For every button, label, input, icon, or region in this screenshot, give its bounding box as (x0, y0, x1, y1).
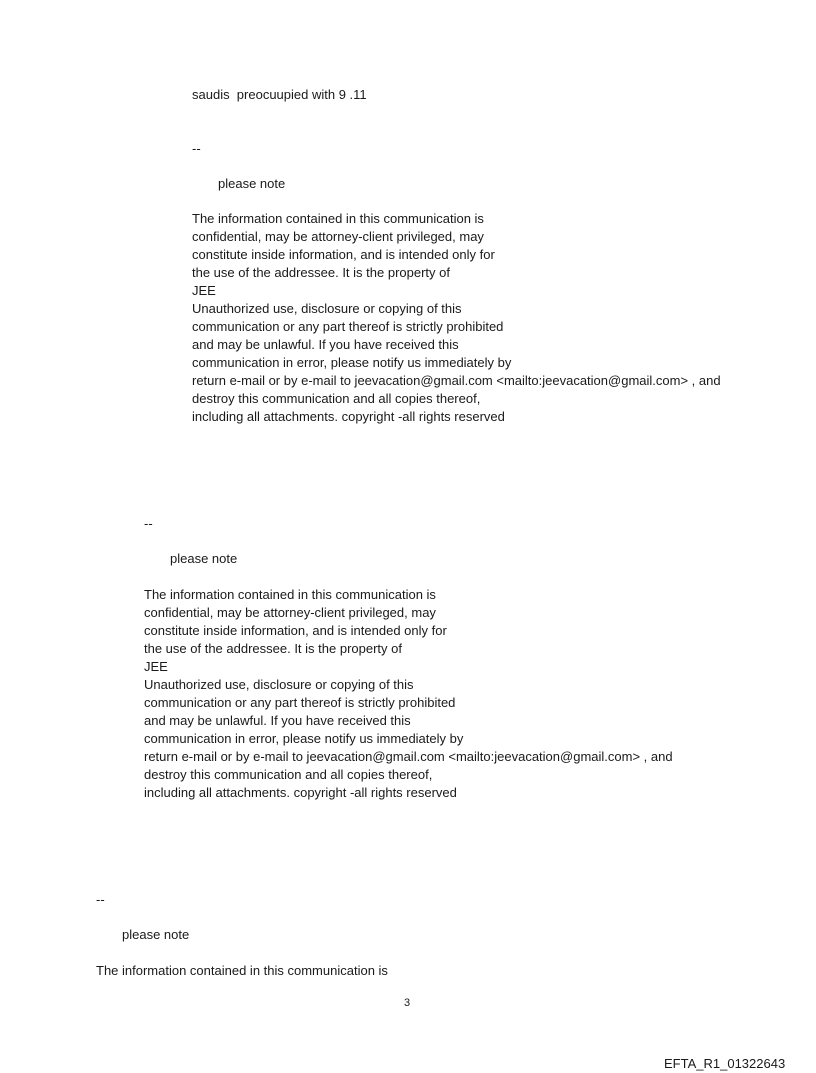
disclaimer-1-line: the use of the addressee. It is the property of (192, 265, 450, 280)
document-id-footer: EFTA_R1_01322643 (664, 1056, 786, 1071)
disclaimer-1-line: confidential, may be attorney-client privileged, may (192, 229, 484, 244)
disclaimer-2-line: communication or any part thereof is strictly prohibited (144, 695, 456, 710)
disclaimer-1-line: constitute inside information, and is intended only for (192, 247, 495, 262)
separator-3: -- (96, 892, 105, 907)
disclaimer-2-line: communication in error, please notify us immediately by (144, 731, 464, 746)
please-note-3: please note (122, 927, 190, 942)
disclaimer-1-line: The information contained in this communication is (192, 211, 484, 226)
disclaimer-1-line: communication in error, please notify us immediately by (192, 355, 512, 370)
disclaimer-1-line: destroy this communication and all copies thereof, (192, 391, 481, 406)
please-note-1: please note (218, 176, 286, 191)
disclaimer-2-line: return e-mail or by e-mail to jeevacation@gmail.com <mailto:jeevacation@gmail.com> , and (144, 749, 673, 764)
message-first-line: saudis preocuupied with 9 .11 (192, 87, 367, 102)
disclaimer-2-line: the use of the addressee. It is the property of (144, 641, 402, 656)
disclaimer-2-line: and may be unlawful. If you have received this (144, 713, 411, 728)
disclaimer-1-line: communication or any part thereof is strictly prohibited (192, 319, 504, 334)
disclaimer-1-line: and may be unlawful. If you have received this (192, 337, 459, 352)
disclaimer-2-line: Unauthorized use, disclosure or copying of this (144, 677, 414, 692)
disclaimer-1-line: JEE (192, 283, 216, 298)
separator-2: -- (144, 516, 153, 531)
disclaimer-2-line: JEE (144, 659, 168, 674)
disclaimer-2-line: including all attachments. copyright -all rights reserved (144, 785, 457, 800)
disclaimer-3-line: The information contained in this communication is (96, 963, 388, 978)
separator-1: -- (192, 141, 201, 156)
disclaimer-3 (96, 962, 388, 980)
disclaimer-1 (192, 210, 721, 426)
please-note-2: please note (170, 551, 238, 566)
disclaimer-2-line: confidential, may be attorney-client privileged, may (144, 605, 436, 620)
disclaimer-1-line: return e-mail or by e-mail to jeevacation@gmail.com <mailto:jeevacation@gmail.com> , and (192, 373, 721, 388)
disclaimer-1-line: Unauthorized use, disclosure or copying of this (192, 301, 462, 316)
disclaimer-2-line: The information contained in this communication is (144, 587, 436, 602)
disclaimer-2-line: destroy this communication and all copies thereof, (144, 767, 433, 782)
page-number: 3 (404, 997, 411, 1009)
disclaimer-1-line: including all attachments. copyright -all rights reserved (192, 409, 505, 424)
disclaimer-2-line: constitute inside information, and is intended only for (144, 623, 447, 638)
disclaimer-2 (144, 586, 673, 802)
